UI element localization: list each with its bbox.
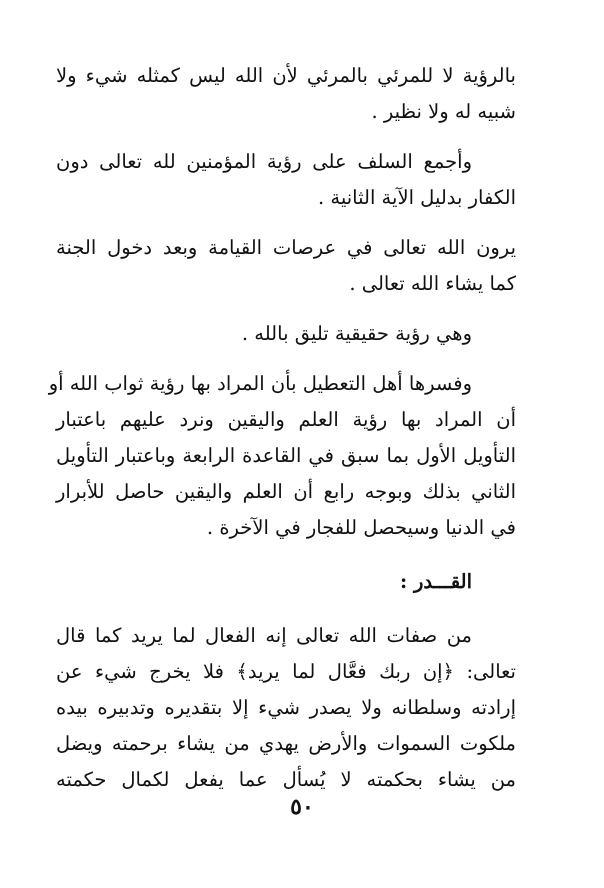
paragraph-when-seen (56, 230, 516, 302)
text-line: التأويل الأول بما سبق في القاعدة الرابعة وباعتبار التأويل (56, 444, 516, 467)
paragraph-true-vision (56, 316, 516, 352)
text-line: الكفار بدليل الآية الثانية . (318, 186, 516, 209)
text-line: كما يشاء الله تعالى . (349, 272, 516, 295)
text-line: وهي رؤية حقيقية تليق بالله . (241, 322, 472, 345)
text-line: الثاني بذلك وبوجه رابع أن العلم واليقين حاصل للأبرار (56, 480, 516, 503)
text-line: وفسرها أهل التعطيل بأن المراد بها رؤية ثواب الله أو (48, 372, 472, 395)
text-line: من صفات الله تعالى إنه الفعال لما يريد كما قال (56, 624, 472, 647)
text-line: شبيه له ولا نظير . (371, 100, 516, 123)
text-line: من يشاء بحكمته لا يُسأل عما يفعل لكمال حكمته (56, 768, 516, 791)
section-heading-qadar: القـــدر : (399, 570, 472, 593)
text-line: في الدنيا وسيحصل للفجار في الآخرة . (206, 516, 516, 539)
text-line: أن المراد بها رؤية العلم واليقين ونرد عليهم باعتبار (56, 408, 516, 431)
text-line: يرون الله تعالى في عرصات القيامة وبعد دخول الجنة (56, 236, 516, 259)
text-line: وأجمع السلف على رؤية المؤمنين لله تعالى دون (56, 150, 472, 173)
text-line: بالرؤية لا للمرئي بالمرئي لأن الله ليس كمثله شيء ولا (56, 64, 516, 87)
text-line: إرادته وسلطانه ولا يصدر شيء إلا بتقديره وتدبيره بيده (56, 696, 516, 719)
text-line: ملكوت السموات والأرض يهدي من يشاء برحمته ويضل (56, 732, 516, 755)
paragraph-refutation (48, 366, 516, 546)
text-line: تعالى: ﴿إن ربك فعَّال لما يريد﴾ فلا يخرج شيء عن (56, 660, 516, 683)
paragraph-vision-explanation (56, 58, 516, 130)
page-body (48, 58, 516, 888)
paragraph-consensus (56, 144, 516, 216)
paragraph-qadar (56, 618, 516, 798)
page-number: ٥٠ (290, 794, 314, 820)
